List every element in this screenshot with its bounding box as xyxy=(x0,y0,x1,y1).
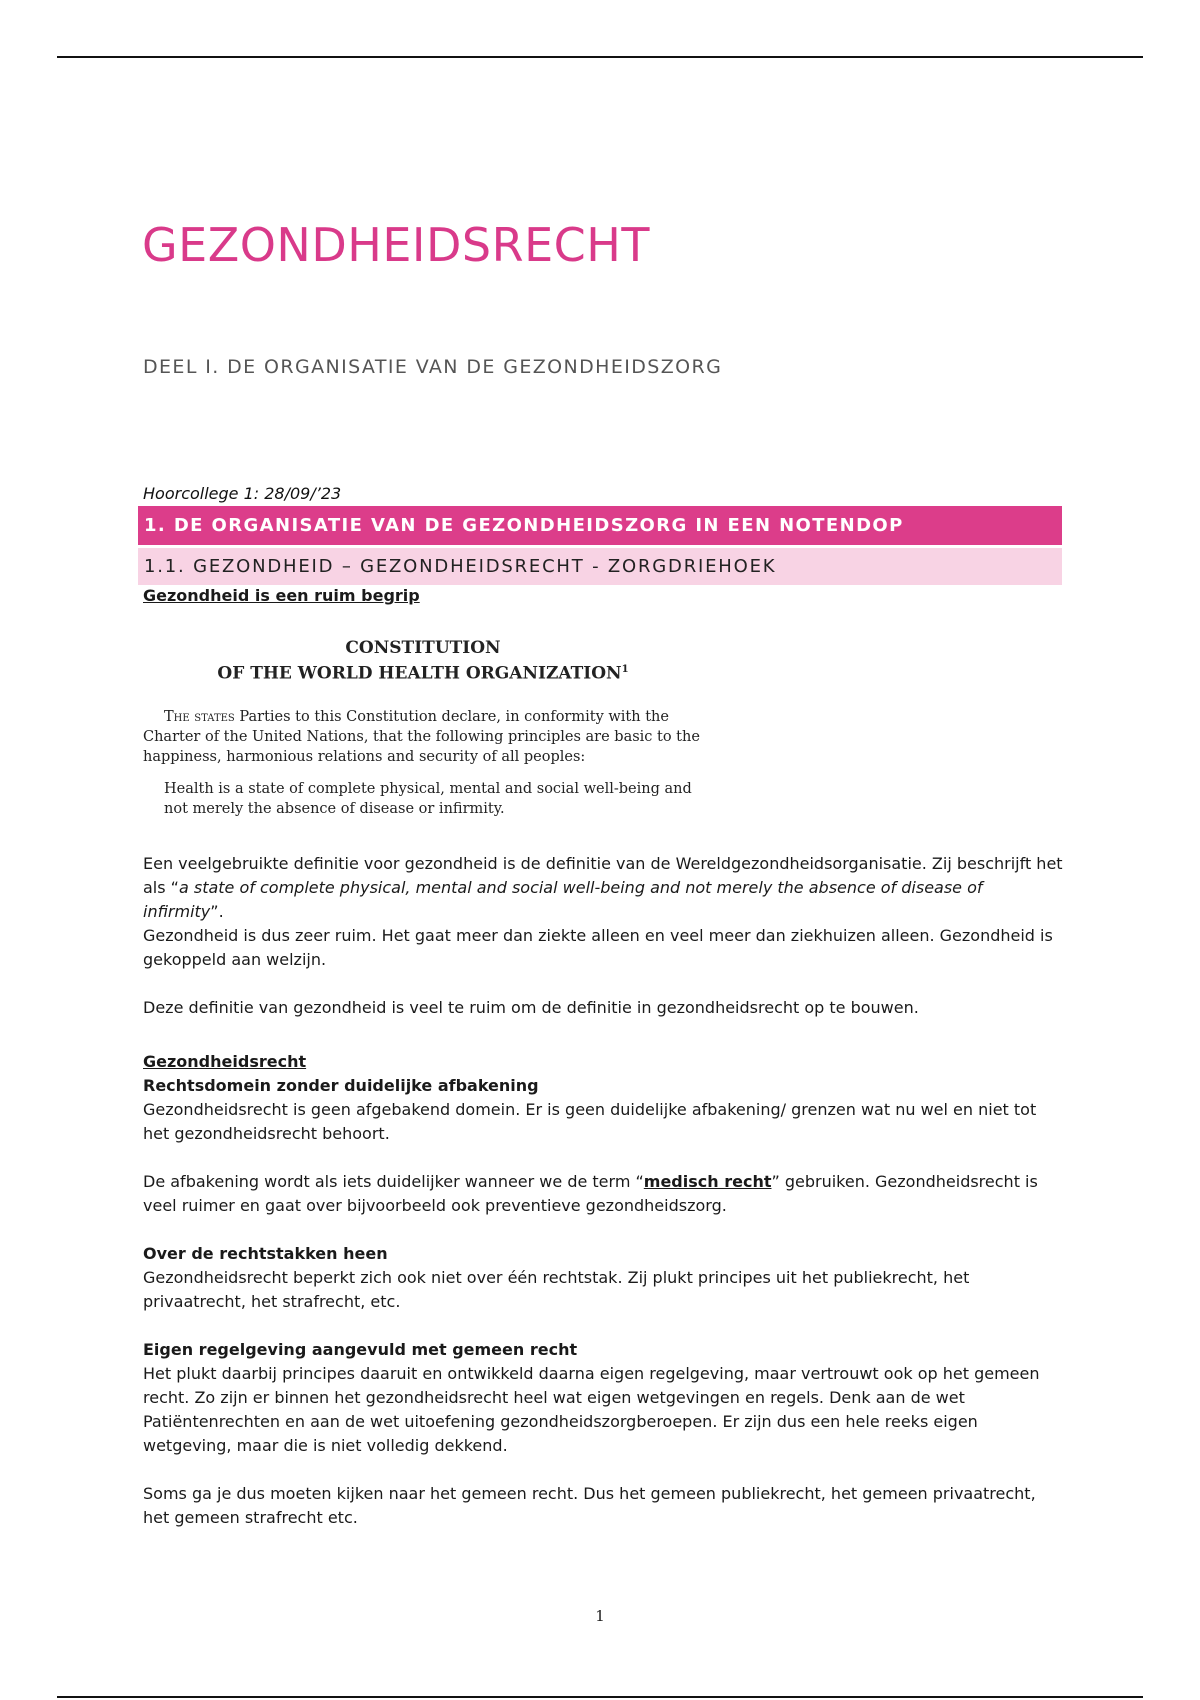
footnote-mark: 1 xyxy=(621,664,629,675)
paragraph-8: Soms ga je dus moeten kijken naar het gemeen recht. Dus het gemeen publiekrecht, het gemeen privaatrecht, het gemeen strafrecht etc. xyxy=(143,1484,1036,1527)
part-title: DEEL I. DE ORGANISATIE VAN DE GEZONDHEIDSZORG xyxy=(143,356,723,378)
lecture-date: Hoorcollege 1: 28/09/’23 xyxy=(143,484,342,503)
quote-body-text: Parties to this Constitution declare, in conformity with the Charter of the United Nations, that the following principles are basic to the happiness, harmonious relations and security of all peoples: xyxy=(143,708,700,765)
p5-text-b: ” gebruiken. Gezondheidsrecht is veel ruimer en gaat over bijvoorbeeld ook preventieve gezondheidszorg. xyxy=(143,1172,1038,1215)
p1-text-a: Een veelgebruikte definitie voor gezondheid is de definitie van de Wereldgezondheidsorganisatie. Zij beschrijft het als “ xyxy=(143,854,1063,897)
document-title: GEZONDHEIDSRECHT xyxy=(142,218,650,272)
paragraph-2: Gezondheid is dus zeer ruim. Het gaat meer dan ziekte alleen en veel meer dan ziekhuizen alleen. Gezondheid is gekoppeld aan welzijn. xyxy=(143,926,1053,969)
paragraph-1 xyxy=(143,852,1063,924)
subheading-rechtstakken: Over de rechtstakken heen xyxy=(143,1244,388,1263)
paragraph-who-definition xyxy=(143,852,1063,1020)
paragraph-3: Deze definitie van gezondheid is veel te ruim om de definitie in gezondheidsrecht op te bouwen. xyxy=(143,998,919,1017)
p1-text-b: ”. xyxy=(210,902,224,921)
section-heading-gezondheid: Gezondheid is een ruim begrip xyxy=(143,586,420,605)
subheading-afbakening: Rechtsdomein zonder duidelijke afbakening xyxy=(143,1076,539,1095)
section-gezondheidsrecht xyxy=(143,1050,1063,1530)
paragraph-7: Het plukt daarbij principes daaruit en ontwikkeld daarna eigen regelgeving, maar vertrouwt ook op het gemeen recht. Zo zijn er binnen het gezondheidsrecht heel wat eigen wetgevingen en regels. Denk aan de wet Patiëntenrechten en aan de wet uitoefening gezondheidszorgberoepen. Er zijn dus een hele reeks eigen wetgeving, maar die is niet volledig dekkend. xyxy=(143,1364,1040,1455)
quote-body xyxy=(143,707,703,767)
paragraph-6: Gezondheidsrecht beperkt zich ook niet over één rechtstak. Zij plukt principes uit het publiekrecht, het privaatrecht, het strafrecht, etc. xyxy=(143,1268,970,1311)
quote-title-line1: CONSTITUTION xyxy=(345,638,501,658)
quote-definition: Health is a state of complete physical, mental and social well-being and not merely the absence of disease or infirmity. xyxy=(164,780,692,817)
p5-text-a: De afbakening wordt als iets duidelijker wanneer we de term “ xyxy=(143,1172,644,1191)
heading-2: 1.1. GEZONDHEID – GEZONDHEIDSRECHT - ZORGDRIEHOEK xyxy=(138,548,1062,585)
term-medisch-recht: medisch recht xyxy=(643,1172,772,1191)
section-heading-gezondheidsrecht: Gezondheidsrecht xyxy=(143,1052,307,1071)
quote-states: The states xyxy=(164,708,235,725)
who-constitution-excerpt xyxy=(143,638,703,819)
quote-title xyxy=(143,638,703,685)
page-number: 1 xyxy=(595,1607,605,1625)
footer-rule xyxy=(57,1696,1143,1698)
paragraph-4: Gezondheidsrecht is geen afgebakend domein. Er is geen duidelijke afbakening/ grenzen wat nu wel en niet tot het gezondheidsrecht behoort. xyxy=(143,1100,1037,1143)
subheading-eigen-regelgeving: Eigen regelgeving aangevuld met gemeen recht xyxy=(143,1340,578,1359)
header-rule xyxy=(57,56,1143,58)
p1-quote: a state of complete physical, mental and social well-being and not merely the absence of disease of infirmity xyxy=(143,878,983,921)
paragraph-5 xyxy=(143,1170,1063,1218)
quote-title-line2: OF THE WORLD HEALTH ORGANIZATION xyxy=(217,663,622,684)
section-gezondheid xyxy=(143,586,1063,605)
heading-1: 1. DE ORGANISATIE VAN DE GEZONDHEIDSZORG IN EEN NOTENDOP xyxy=(138,506,1062,545)
